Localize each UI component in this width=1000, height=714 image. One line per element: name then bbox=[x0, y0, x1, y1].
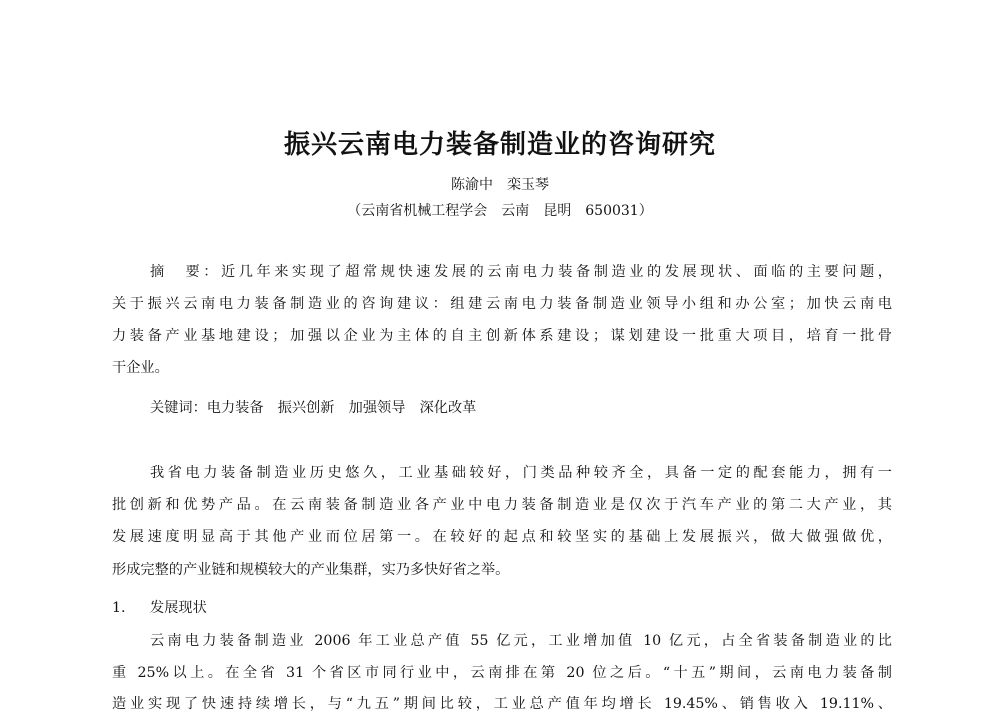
abstract-line-1: 摘 要：近几年来实现了超常规快速发展的云南电力装备制造业的发展现状、面临的主要问题， bbox=[150, 264, 892, 280]
section-body-line-2: 重 25%以上。在全省 31 个省区市同行业中，云南排在第 20 位之后。“十五”期间，云南电力装备制 bbox=[112, 665, 892, 681]
section-heading bbox=[112, 598, 892, 618]
intro-line-1: 我省电力装备制造业历史悠久，工业基础较好，门类品种较齐全，具备一定的配套能力，拥有一 bbox=[150, 465, 892, 481]
abstract-line-2: 关于振兴云南电力装备制造业的咨询建议：组建云南电力装备制造业领导小组和办公室；加快云南电 bbox=[112, 296, 892, 312]
abstract-line-4: 干企业。 bbox=[112, 360, 169, 376]
section-number: 1. bbox=[112, 600, 126, 616]
section-body-line-1: 云南电力装备制造业 2006 年工业总产值 55 亿元，工业增加值 10 亿元，占全省装备制造业的比 bbox=[150, 633, 892, 649]
intro-line-2: 批创新和优势产品。在云南装备制造业各产业中电力装备制造业是仅次于汽车产业的第二大产业，其 bbox=[112, 497, 892, 513]
intro-line-4: 形成完整的产业链和规模较大的产业集群，实乃多快好省之举。 bbox=[112, 562, 510, 578]
section-body-line-3: 造业实现了快速持续增长，与“九五”期间比较，工业总产值年均增长 19.45%、销售收入 19.11%、 bbox=[112, 696, 892, 712]
intro-line-3: 发展速度明显高于其他产业而位居第一。在较好的起点和较坚实的基础上发展振兴，做大做强做优， bbox=[112, 529, 892, 545]
abstract-line-3: 力装备产业基地建设；加强以企业为主体的自主创新体系建设；谋划建设一批重大项目，培育一批骨 bbox=[112, 328, 892, 344]
paper-authors: 陈渝中 栾玉琴 bbox=[451, 177, 549, 193]
section-title: 发展现状 bbox=[150, 600, 207, 616]
keywords: 关键词：电力装备 振兴创新 加强领导 深化改革 bbox=[150, 400, 477, 416]
paper-title: 振兴云南电力装备制造业的咨询研究 bbox=[283, 130, 716, 160]
paper-affiliation: （云南省机械工程学会 云南 昆明 650031） bbox=[347, 203, 653, 219]
